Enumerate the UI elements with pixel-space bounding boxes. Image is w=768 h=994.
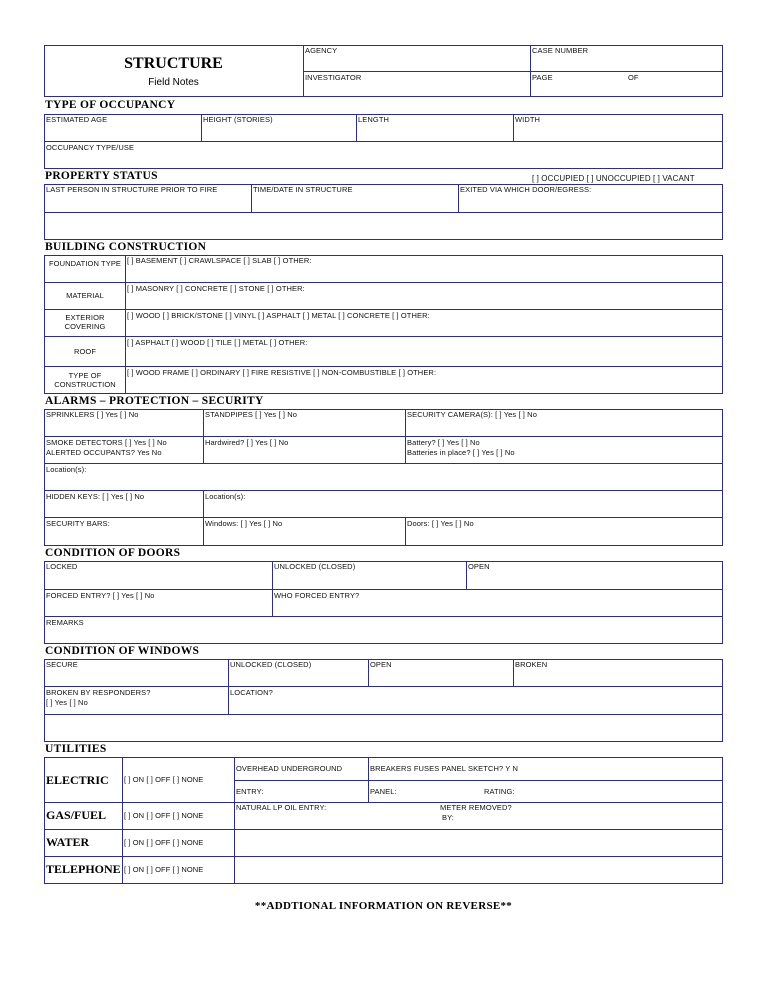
length-field[interactable]: LENGTH xyxy=(358,115,390,124)
divider xyxy=(44,802,723,803)
alerted-occupants-field[interactable]: ALERTED OCCUPANTS? Yes No xyxy=(46,448,162,457)
page-of-label: OF xyxy=(628,73,639,82)
divider xyxy=(356,114,357,141)
divider xyxy=(228,659,229,714)
divider xyxy=(203,490,204,546)
section-heading-windows: CONDITION OF WINDOWS xyxy=(45,645,200,657)
foundation-type-options[interactable]: [ ] BASEMENT [ ] CRAWLSPACE [ ] SLAB [ ] OTHER: xyxy=(127,256,312,265)
divider xyxy=(303,71,723,72)
smoke-detectors-field[interactable]: SMOKE DETECTORS [ ] Yes [ ] No xyxy=(46,438,167,447)
section-heading-utilities: UTILITIES xyxy=(45,743,107,755)
security-bars-doors-field[interactable]: Doors: [ ] Yes [ ] No xyxy=(407,519,474,528)
material-label: MATERIAL xyxy=(66,291,104,300)
section-heading-building-construction: BUILDING CONSTRUCTION xyxy=(45,241,207,253)
electric-panel-field[interactable]: PANEL: xyxy=(370,787,397,796)
exterior-covering-options[interactable]: [ ] WOOD [ ] BRICK/STONE [ ] VINYL [ ] ASPHALT [ ] METAL [ ] CONCRETE [ ] OTHER: xyxy=(127,311,430,320)
case-number-field[interactable]: CASE NUMBER xyxy=(532,46,589,55)
divider xyxy=(44,463,723,464)
windows-location-field[interactable]: LOCATION? xyxy=(230,688,273,697)
occupancy-type-field[interactable]: OCCUPANCY TYPE/USE xyxy=(46,143,135,152)
electric-status-options[interactable]: [ ] ON [ ] OFF [ ] NONE xyxy=(124,775,204,784)
exited-via-field[interactable]: EXITED VIA WHICH DOOR/EGRESS: xyxy=(460,185,592,194)
divider xyxy=(44,490,723,491)
batteries-in-place-field[interactable]: Batteries in place? [ ] Yes [ ] No xyxy=(407,448,515,457)
type-of-construction-label: TYPE OF CONSTRUCTION xyxy=(54,371,116,389)
divider xyxy=(44,829,723,830)
divider xyxy=(234,757,235,884)
alarms-box xyxy=(44,409,723,546)
agency-field[interactable]: AGENCY xyxy=(305,46,338,55)
windows-unlocked-field[interactable]: UNLOCKED (CLOSED) xyxy=(230,660,312,669)
investigator-field[interactable]: INVESTIGATOR xyxy=(305,73,362,82)
battery-field[interactable]: Battery? [ ] Yes [ ] No xyxy=(407,438,480,447)
hardwired-field[interactable]: Hardwired? [ ] Yes [ ] No xyxy=(205,438,289,447)
property-status-options[interactable]: [ ] OCCUPIED [ ] UNOCCUPIED [ ] VACANT xyxy=(532,174,695,183)
divider xyxy=(458,184,459,212)
roof-options[interactable]: [ ] ASPHALT [ ] WOOD [ ] TILE [ ] METAL [ ] OTHER: xyxy=(127,338,308,347)
divider xyxy=(44,686,723,687)
divider xyxy=(272,561,273,616)
divider xyxy=(234,780,723,781)
hidden-keys-locations-field[interactable]: Location(s): xyxy=(205,492,246,501)
standpipes-field[interactable]: STANDPIPES [ ] Yes [ ] No xyxy=(205,410,297,419)
doors-remarks-field[interactable]: REMARKS xyxy=(46,618,84,627)
section-heading-property-status: PROPERTY STATUS xyxy=(45,170,158,182)
divider xyxy=(44,212,723,213)
exterior-covering-label: EXTERIOR COVERING xyxy=(64,313,106,331)
divider xyxy=(513,114,514,141)
footer-note: **ADDTIONAL INFORMATION ON REVERSE** xyxy=(254,900,513,912)
meter-removed-by-field[interactable]: BY: xyxy=(442,813,454,822)
divider xyxy=(44,616,723,617)
divider xyxy=(201,114,202,141)
gas-status-options[interactable]: [ ] ON [ ] OFF [ ] NONE xyxy=(124,811,204,820)
who-forced-entry-field[interactable]: WHO FORCED ENTRY? xyxy=(274,591,360,600)
doors-unlocked-field[interactable]: UNLOCKED (CLOSED) xyxy=(274,562,356,571)
page-title: STRUCTURE xyxy=(124,55,223,72)
electric-panel-options[interactable]: BREAKERS FUSES PANEL SKETCH? Y N xyxy=(370,764,518,773)
section-heading-occupancy: TYPE OF OCCUPANCY xyxy=(45,99,176,111)
electric-label: ELECTRIC xyxy=(46,773,109,787)
broken-by-responders-options[interactable]: [ ] Yes [ ] No xyxy=(46,698,88,707)
section-heading-doors: CONDITION OF DOORS xyxy=(45,547,181,559)
divider xyxy=(44,141,723,142)
divider xyxy=(44,336,723,337)
hidden-keys-field[interactable]: HIDDEN KEYS: [ ] Yes [ ] No xyxy=(46,492,145,501)
divider xyxy=(405,517,406,546)
divider xyxy=(466,561,467,589)
sprinklers-field[interactable]: SPRINKLERS [ ] Yes [ ] No xyxy=(46,410,139,419)
divider xyxy=(368,659,369,686)
foundation-type-label: FOUNDATION TYPE xyxy=(48,259,122,268)
section-heading-alarms: ALARMS – PROTECTION – SECURITY xyxy=(45,395,264,407)
width-field[interactable]: WIDTH xyxy=(515,115,541,124)
detector-locations-field[interactable]: Location(s): xyxy=(46,465,87,474)
time-date-field[interactable]: TIME/DATE IN STRUCTURE xyxy=(253,185,353,194)
divider xyxy=(513,659,514,686)
meter-removed-field[interactable]: METER REMOVED? xyxy=(440,803,512,812)
divider xyxy=(44,309,723,310)
forced-entry-field[interactable]: FORCED ENTRY? [ ] Yes [ ] No xyxy=(46,591,155,600)
security-bars-label: SECURITY BARS: xyxy=(46,519,110,528)
telephone-label: TELEPHONE xyxy=(46,862,121,876)
page-subtitle: Field Notes xyxy=(148,77,199,88)
doors-box xyxy=(44,561,723,644)
divider xyxy=(44,856,723,857)
gas-fuel-label: GAS/FUEL xyxy=(46,808,107,822)
estimated-age-field[interactable]: ESTIMATED AGE xyxy=(46,115,108,124)
height-stories-field[interactable]: HEIGHT (STORIES) xyxy=(203,115,273,124)
doors-open-field[interactable]: OPEN xyxy=(468,562,490,571)
divider xyxy=(44,366,723,367)
windows-secure-field[interactable]: SECURE xyxy=(46,660,78,669)
security-cameras-field[interactable]: SECURITY CAMERA(S): [ ] Yes [ ] No xyxy=(407,410,537,419)
divider xyxy=(44,714,723,715)
roof-label: ROOF xyxy=(73,347,97,356)
gas-type-options[interactable]: NATURAL LP OIL ENTRY: xyxy=(236,803,327,812)
divider xyxy=(44,282,723,283)
windows-box xyxy=(44,659,723,742)
last-person-field[interactable]: LAST PERSON IN STRUCTURE PRIOR TO FIRE xyxy=(46,185,218,194)
water-label: WATER xyxy=(46,835,90,849)
divider xyxy=(44,436,723,437)
type-of-construction-options[interactable]: [ ] WOOD FRAME [ ] ORDINARY [ ] FIRE RESISTIVE [ ] NON-COMBUSTIBLE [ ] OTHER: xyxy=(127,368,437,377)
electric-rating-field[interactable]: RATING: xyxy=(484,787,515,796)
doors-locked-field[interactable]: LOCKED xyxy=(46,562,78,571)
divider xyxy=(125,255,126,394)
material-options[interactable]: [ ] MASONRY [ ] CONCRETE [ ] STONE [ ] OTHER: xyxy=(127,284,305,293)
electric-entry-field[interactable]: ENTRY: xyxy=(236,787,264,796)
security-bars-windows-field[interactable]: Windows: [ ] Yes [ ] No xyxy=(205,519,283,528)
divider xyxy=(44,589,723,590)
windows-broken-field[interactable]: BROKEN xyxy=(515,660,548,669)
divider xyxy=(405,409,406,463)
broken-by-responders-label: BROKEN BY RESPONDERS? xyxy=(46,688,151,697)
divider xyxy=(122,757,123,884)
divider xyxy=(203,409,204,463)
divider xyxy=(44,517,723,518)
water-status-options[interactable]: [ ] ON [ ] OFF [ ] NONE xyxy=(124,838,204,847)
page-number-field[interactable]: PAGE xyxy=(532,73,553,82)
electric-service-options[interactable]: OVERHEAD UNDERGROUND xyxy=(236,764,343,773)
telephone-status-options[interactable]: [ ] ON [ ] OFF [ ] NONE xyxy=(124,865,204,874)
windows-open-field[interactable]: OPEN xyxy=(370,660,392,669)
divider xyxy=(251,184,252,212)
